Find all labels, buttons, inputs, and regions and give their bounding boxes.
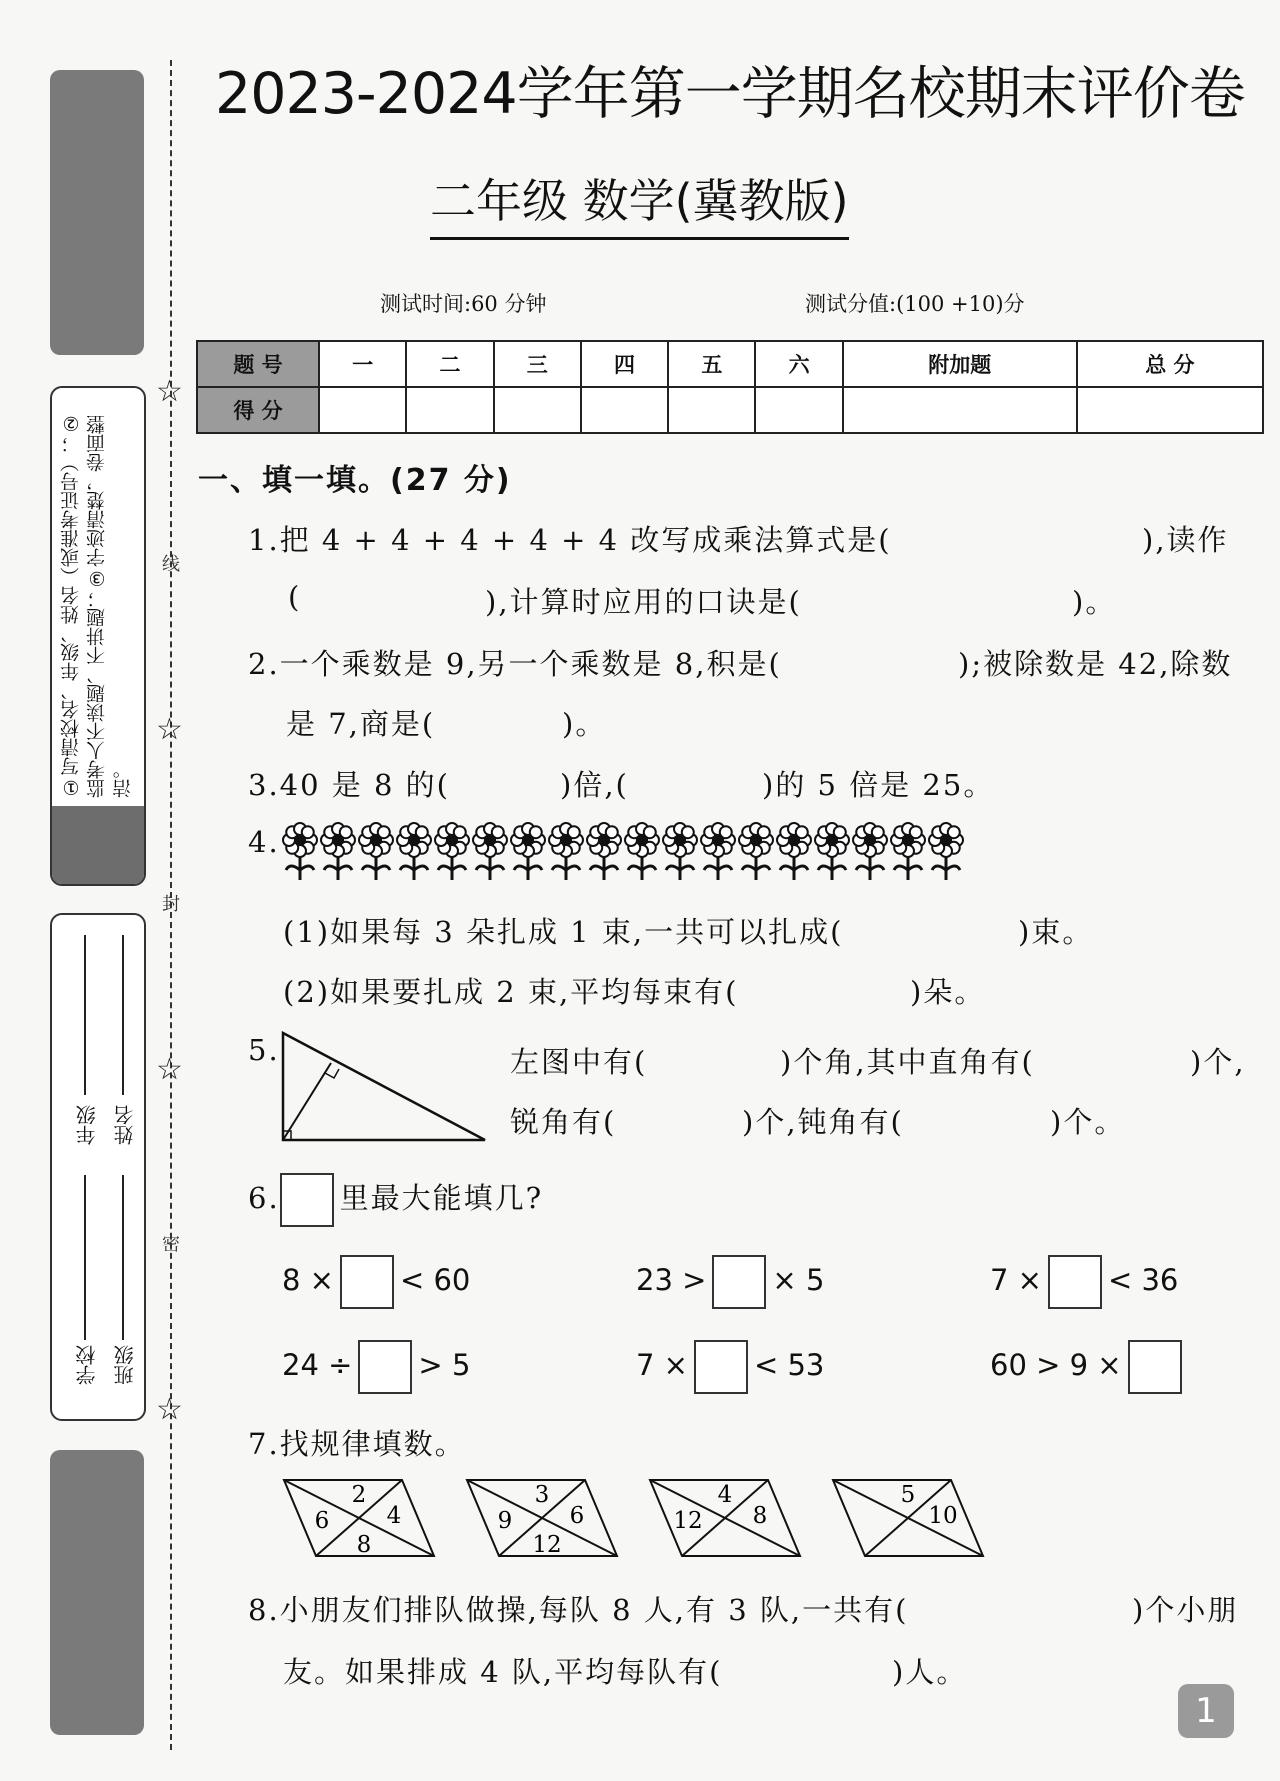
flower-icon [853, 823, 887, 880]
rules-gray-bar [52, 806, 144, 884]
q4-1a: (1)如果每 3 朵扎成 1 束,一共可以扎成( [283, 915, 844, 949]
q6-post: × 5 [772, 1263, 825, 1297]
pattern-number-bottom: 8 [356, 1532, 372, 1558]
star-icon: ☆ [156, 712, 183, 747]
answer-box[interactable] [1048, 1255, 1102, 1309]
q7-prompt: 7.找规律填数。 [248, 1427, 466, 1461]
pattern-number-left: 12 [673, 1508, 703, 1534]
q1-line2c: )。 [1072, 585, 1117, 619]
label-school: 学校 [75, 1345, 99, 1385]
answer-box[interactable] [694, 1340, 748, 1394]
star-icon: ☆ [156, 1052, 183, 1087]
q8-line1a: 8.小朋友们排队做操,每队 8 人,有 3 队,一共有( [248, 1593, 909, 1627]
page-subtitle: 二年级 数学(冀教版) [430, 165, 849, 240]
q6-item-2 [636, 1255, 824, 1309]
q6-post: < 36 [1107, 1263, 1179, 1297]
mark-line: 线 [162, 554, 180, 575]
q1-line1b: ),读作 [1142, 523, 1229, 557]
q1-line2b: ),计算时应用的口诀是( [485, 585, 802, 619]
q6-post: > 5 [418, 1348, 471, 1382]
pattern-number-right: 6 [569, 1503, 585, 1529]
q2-line1a: 2.一个乘数是 9,另一个乘数是 8,积是( [248, 647, 782, 681]
rules-box [50, 386, 146, 886]
q1-line2a: ( [288, 580, 302, 614]
q5-a: 左图中有( [510, 1045, 648, 1079]
pattern-parallelogram [648, 1478, 803, 1558]
score-cell[interactable] [581, 387, 668, 433]
q6-pre: 7 × [636, 1348, 688, 1382]
col-header: 总 分 [1077, 341, 1263, 387]
score-cell[interactable] [494, 387, 581, 433]
pattern-number-left: 6 [314, 1508, 330, 1534]
flower-icon [587, 823, 621, 880]
answer-box[interactable] [712, 1255, 766, 1309]
score-cell[interactable] [843, 387, 1077, 433]
class-line[interactable] [122, 1175, 124, 1340]
q5-f: )个。 [1050, 1105, 1126, 1139]
flower-icon [435, 823, 469, 880]
mark-seal: 封 [162, 894, 180, 915]
test-time: 测试时间:60 分钟 [380, 292, 547, 316]
q6-item-3 [990, 1255, 1178, 1309]
q6-pre: 24 ÷ [282, 1348, 353, 1382]
q4-num: 4. [248, 825, 280, 859]
answer-box [280, 1173, 334, 1227]
section-title: 一、填一填。(27 分) [198, 463, 512, 498]
q5-num: 5. [248, 1033, 280, 1067]
q6-pre: 60 > 9 × [990, 1348, 1122, 1382]
pattern-number-right: 8 [752, 1503, 768, 1529]
score-table-label: 题 号 [197, 341, 319, 387]
q4-2b: )朵。 [910, 975, 986, 1009]
col-header: 五 [668, 341, 755, 387]
col-header: 二 [406, 341, 493, 387]
q6-num: 6. [248, 1181, 280, 1215]
score-cell[interactable] [319, 387, 406, 433]
q5-d: 锐角有( [510, 1105, 617, 1139]
flower-icon [663, 823, 697, 880]
col-header: 一 [319, 341, 406, 387]
q6-post: < 53 [753, 1348, 825, 1382]
answer-box[interactable] [358, 1340, 412, 1394]
q6-item-5 [636, 1340, 824, 1394]
q6-text: 里最大能填几? [339, 1181, 544, 1215]
col-header: 附加题 [843, 341, 1077, 387]
q4-2a: (2)如果要扎成 2 束,平均每束有( [283, 975, 739, 1009]
pattern-number-left: 9 [497, 1508, 513, 1534]
q2-line1b: );被除数是 42,除数 [958, 647, 1233, 681]
flower-icon [815, 823, 849, 880]
flowers-figure [280, 820, 980, 882]
flower-icon [359, 823, 393, 880]
flower-icon [473, 823, 507, 880]
student-info-box [50, 913, 146, 1421]
triangle-figure [280, 1030, 490, 1145]
q3-c: )的 5 倍是 25。 [762, 768, 995, 802]
score-cell[interactable] [406, 387, 493, 433]
grade-line[interactable] [84, 935, 86, 1095]
col-header: 四 [581, 341, 668, 387]
pattern-number-right: 10 [928, 1503, 958, 1529]
q5-b: )个角,其中直角有( [780, 1045, 1035, 1079]
pattern-number-bottom: 12 [532, 1532, 562, 1558]
page-title: 2023-2024学年第一学期名校期末评价卷 [215, 61, 1245, 127]
flower-icon [701, 823, 735, 880]
q6-prompt [248, 1173, 543, 1227]
flower-icon [321, 823, 355, 880]
pattern-number-top: 3 [534, 1482, 550, 1508]
pattern-parallelogram [465, 1478, 620, 1558]
page-number: 1 [1178, 1684, 1234, 1738]
col-header: 六 [755, 341, 842, 387]
score-row-label: 得 分 [197, 387, 319, 433]
q1-line1a: 1.把 4 + 4 + 4 + 4 + 4 改写成乘法算式是( [248, 523, 892, 557]
q6-item-4 [282, 1340, 470, 1394]
rules-text: ①写清校名、年级、姓名（或准考证号）；②监考人不读题、不讲题；③字迹清楚，卷面整洁。 [60, 412, 134, 798]
flower-icon [777, 823, 811, 880]
q6-pre: 8 × [282, 1263, 334, 1297]
flower-icon [625, 823, 659, 880]
q2-line2b: )。 [562, 707, 607, 741]
q2-line2a: 是 7,商是( [286, 707, 436, 741]
q8-line2b: )人。 [892, 1655, 968, 1689]
flower-icon [549, 823, 583, 880]
q6-item-1 [282, 1255, 470, 1309]
flower-icon [891, 823, 925, 880]
answer-box[interactable] [340, 1255, 394, 1309]
flower-icon [283, 823, 317, 880]
score-cell[interactable] [668, 387, 755, 433]
name-line[interactable] [122, 935, 124, 1095]
q6-pre: 7 × [990, 1263, 1042, 1297]
flower-icon [739, 823, 773, 880]
side-gray-block-top [50, 70, 144, 355]
score-table [196, 340, 1264, 434]
test-score: 测试分值:(100 +10)分 [805, 292, 1025, 316]
pattern-number-top: 2 [351, 1482, 367, 1508]
q6-pre: 23 > [636, 1263, 707, 1297]
q4-1b: )束。 [1018, 915, 1094, 949]
q3-b: )倍,( [560, 768, 629, 802]
flower-icon [397, 823, 431, 880]
score-cell[interactable] [755, 387, 842, 433]
q8-line1b: )个小朋 [1132, 1593, 1239, 1627]
star-icon: ☆ [156, 374, 183, 409]
q3-a: 3.40 是 8 的( [248, 768, 450, 802]
school-line[interactable] [84, 1175, 86, 1340]
q5-e: )个,钝角有( [742, 1105, 904, 1139]
col-header: 三 [494, 341, 581, 387]
pattern-number-right: 4 [386, 1503, 402, 1529]
pattern-parallelogram [282, 1478, 437, 1558]
answer-box[interactable] [1128, 1340, 1182, 1394]
side-gray-block-bottom [50, 1450, 144, 1735]
pattern-parallelogram [831, 1478, 986, 1558]
score-cell[interactable] [1077, 387, 1263, 433]
mark-secret: 密 [162, 1234, 180, 1255]
q8-line2a: 友。如果排成 4 队,平均每队有( [283, 1655, 723, 1689]
flower-icon [929, 823, 963, 880]
pattern-number-top: 4 [717, 1482, 733, 1508]
label-name: 姓名 [113, 1105, 137, 1145]
label-grade: 年级 [75, 1105, 99, 1145]
q6-post: < 60 [399, 1263, 471, 1297]
star-icon: ☆ [156, 1392, 183, 1427]
label-class: 班级 [113, 1345, 137, 1385]
q5-c: )个, [1190, 1045, 1246, 1079]
q6-item-6 [990, 1340, 1188, 1394]
flower-icon [511, 823, 545, 880]
pattern-number-top: 5 [900, 1482, 916, 1508]
